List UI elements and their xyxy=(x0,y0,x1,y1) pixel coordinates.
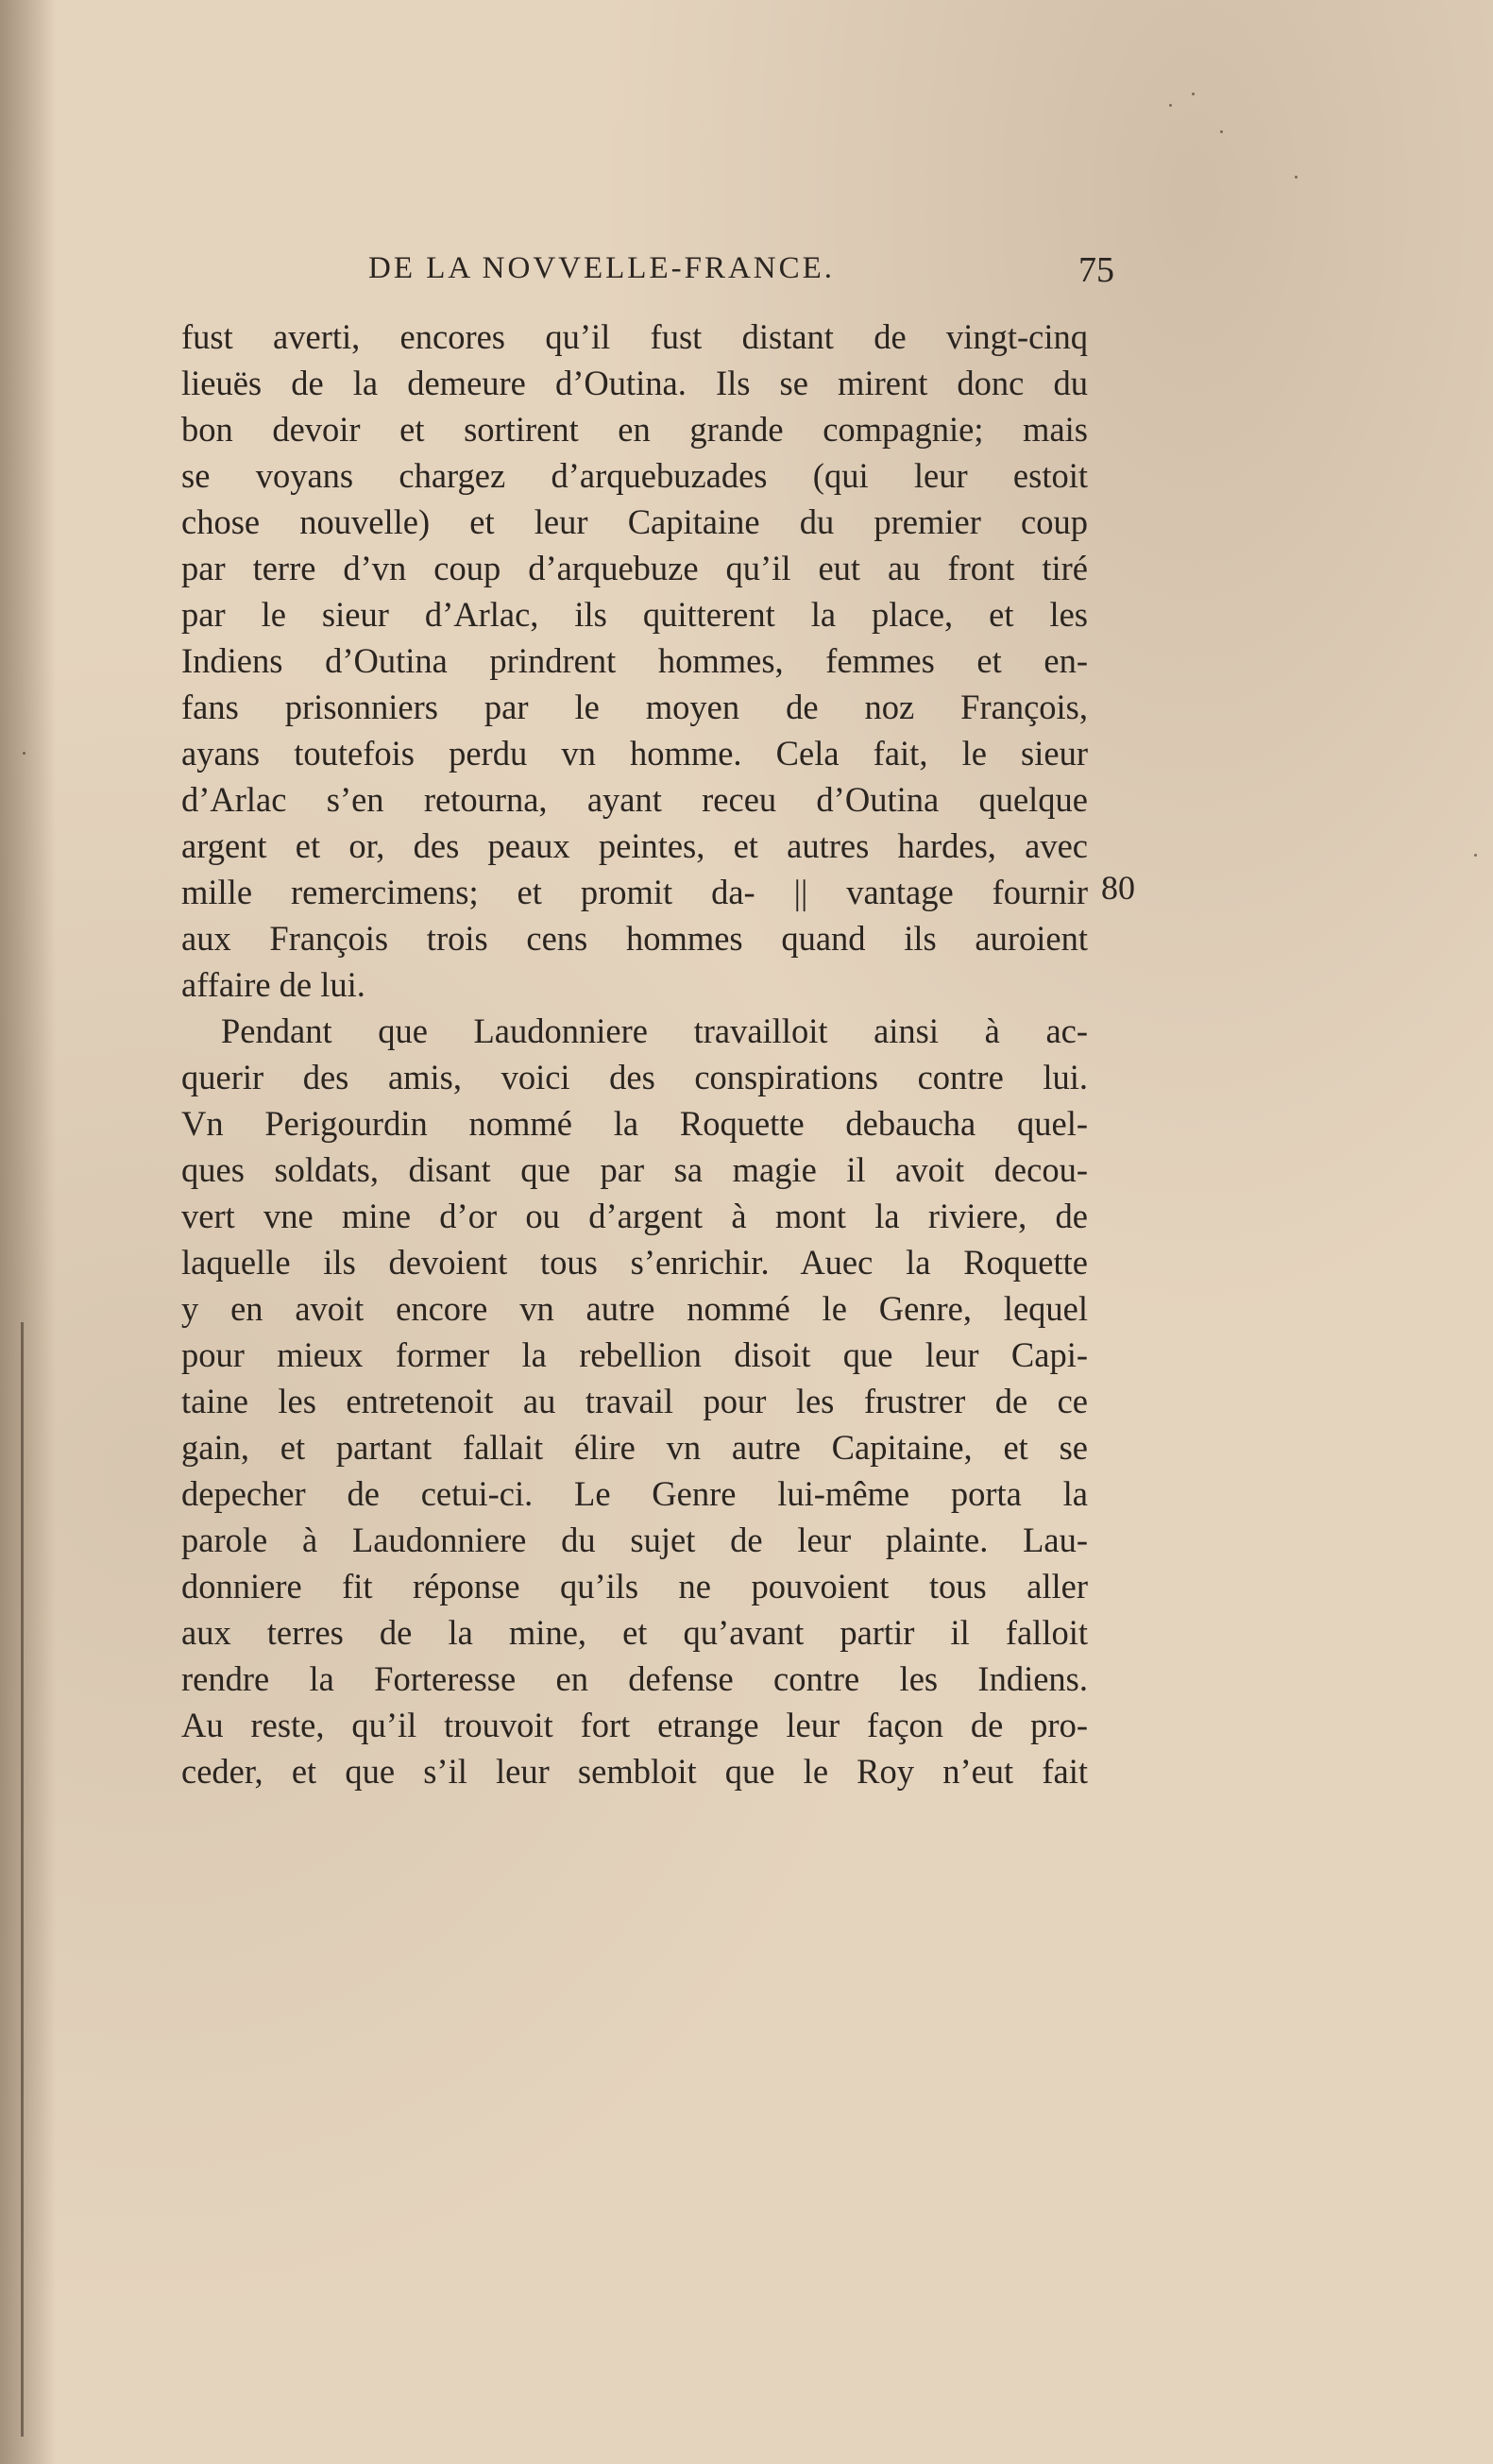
text-line: argent et or, des peaux peintes, et autres hardes, avec xyxy=(181,826,1088,865)
text-line: d’Arlac s’en retourna, ayant receu d’Outina quelque xyxy=(181,780,1088,819)
text-line: laquelle ils devoient tous s’enrichir. Auec la Roquette xyxy=(181,1243,1088,1282)
paper-speck xyxy=(1169,104,1172,107)
text-line: bon devoir et sortirent en grande compagnie; mais xyxy=(181,410,1088,449)
text-line: taine les entretenoit au travail pour les frustrer de ce xyxy=(181,1382,1088,1420)
text-line: gain, et partant fallait élire vn autre Capitaine, et se xyxy=(181,1428,1088,1467)
text-line: depecher de cetui-ci. Le Genre lui-même porta la xyxy=(181,1474,1088,1513)
text-line: affaire de lui. xyxy=(181,965,365,1004)
text-line: ayans toutefois perdu vn homme. Cela fait, le sieur xyxy=(181,734,1088,773)
text-line: par le sieur d’Arlac, ils quitterent la place, et les xyxy=(181,595,1088,634)
body-text xyxy=(181,314,1088,1794)
text-line: fust averti, encores qu’il fust distant de vingt-cinq xyxy=(181,317,1088,356)
text-line: fans prisonniers par le moyen de noz François, xyxy=(181,688,1088,726)
text-line: pour mieux former la rebellion disoit que leur Capi- xyxy=(181,1335,1088,1374)
paper-speck xyxy=(1192,93,1195,95)
paper-speck xyxy=(1295,176,1298,178)
text-line: rendre la Forteresse en defense contre les Indiens. xyxy=(181,1659,1088,1698)
paper-speck xyxy=(1474,854,1477,857)
text-line: chose nouvelle) et leur Capitaine du premier coup xyxy=(181,502,1088,541)
text-line: ceder, et que s’il leur sembloit que le Roy n’eut fait xyxy=(181,1752,1088,1791)
text-line: aux terres de la mine, et qu’avant partir il falloit xyxy=(181,1613,1088,1652)
text-line: parole à Laudonniere du sujet de leur plainte. Lau- xyxy=(181,1521,1088,1559)
page-binding-edge xyxy=(0,0,55,2464)
text-line: lieuës de la demeure d’Outina. Ils se mirent donc du xyxy=(181,364,1088,402)
margin-note: 80 xyxy=(1101,869,1135,907)
page-header xyxy=(368,251,1114,298)
text-line: ques soldats, disant que par sa magie il avoit decou- xyxy=(181,1150,1088,1189)
running-head: DE LA NOVVELLE-FRANCE. xyxy=(368,251,836,285)
text-line: Au reste, qu’il trouvoit fort etrange leur façon de pro- xyxy=(181,1706,1088,1744)
paper-speck xyxy=(23,752,25,755)
text-line: mille remercimens; et promit da- || vantage fournir xyxy=(181,873,1088,911)
text-line: aux François trois cens hommes quand ils auroient xyxy=(181,919,1088,958)
text-line: par terre d’vn coup d’arquebuze qu’il eut au front tiré xyxy=(181,549,1088,587)
text-line: se voyans chargez d’arquebuzades (qui leur estoit xyxy=(181,456,1088,495)
text-line: y en avoit encore vn autre nommé le Genre, lequel xyxy=(181,1289,1088,1328)
text-line: Vn Perigourdin nommé la Roquette debaucha quel- xyxy=(181,1104,1088,1143)
page-number: 75 xyxy=(1078,250,1114,290)
text-line: Pendant que Laudonniere travailloit ainsi à ac- xyxy=(221,1011,1088,1050)
text-line: vert vne mine d’or ou d’argent à mont la riviere, de xyxy=(181,1197,1088,1235)
text-line: Indiens d’Outina prindrent hommes, femmes et en- xyxy=(181,641,1088,680)
paper-speck xyxy=(1220,130,1223,133)
text-line: donniere fit réponse qu’ils ne pouvoient tous aller xyxy=(181,1567,1088,1606)
text-line: querir des amis, voici des conspirations contre lui. xyxy=(181,1058,1088,1096)
